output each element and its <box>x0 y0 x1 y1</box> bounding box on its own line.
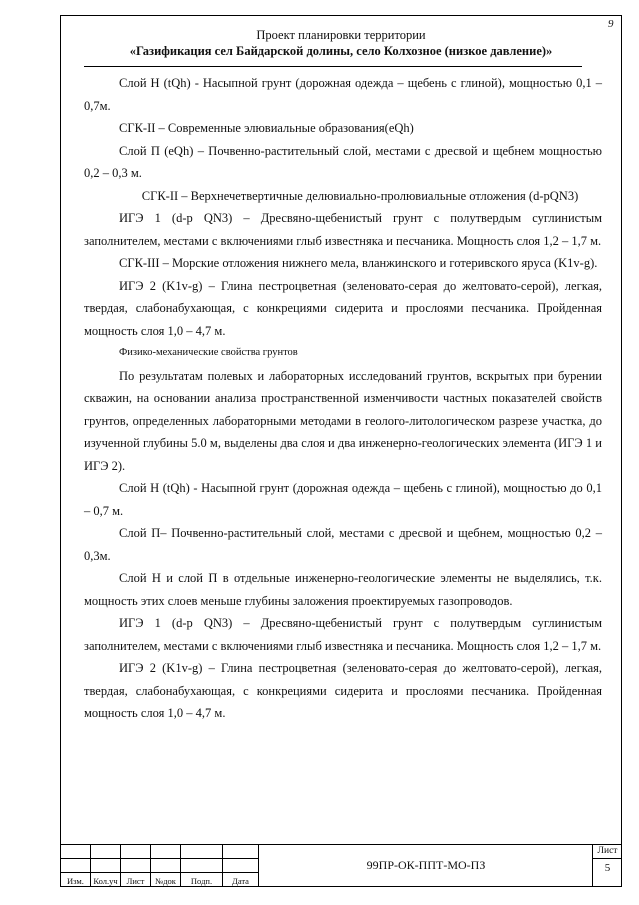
sheet-number: 5 <box>604 862 611 874</box>
document-body <box>84 72 602 725</box>
page-number: 9 <box>608 18 614 30</box>
paragraph-layers-note: Слой Н и слой П в отдельные инженерно-геологические элементы не выделялись, т.к. мощность этих слоев меньше глубины заложения проектируемых газопроводов. <box>84 571 602 608</box>
header-rule <box>84 66 582 67</box>
document-header <box>62 27 620 59</box>
paragraph-ige-1: ИГЭ 1 (d-p QN3) – Дресвяно-щебенистый грунт с полутвердым суглинистым заполнителем, местами с включениями глыб известняка и песчаника. Мощность слоя 1,2 – 1,7 м. <box>84 211 602 248</box>
sheet-label: Лист <box>593 845 622 859</box>
doc-code: 99ПР-ОК-ППТ-МО-ПЗ <box>366 858 486 872</box>
section-heading-properties: Физико-механические свойства грунтов <box>119 347 298 358</box>
paragraph-sgk-ii-eluvial: СГК-II – Современные элювиальные образования(eQh) <box>119 121 414 135</box>
title-block-stamp <box>60 844 622 887</box>
paragraph-layer-p-repeat: Слой П– Почвенно-растительный слой, местами с дресвой и щебнем, мощностью 0,2 – 0,3м. <box>84 526 602 563</box>
paragraph-research-results: По результатам полевых и лабораторных исследований грунтов, вскрытых при бурении скважин, на основании анализа пространственной изменчивости частных показателей свойств грунтов, определенных лабораторными методами в геолого-литологическом разрезе участка, до изученной глубины 5.0 м, выделены два слоя и два инженерно-геологических элемента (ИГЭ 1 и ИГЭ 2). <box>84 368 602 473</box>
stamp-revision-table <box>60 844 259 887</box>
stamp-col-data: Дата <box>223 873 259 887</box>
paragraph-ige-2-repeat: ИГЭ 2 (K1v-g) – Глина пестроцветная (зеленовато-серая до желтовато-серой), легкая, твердая, слабонабухающая, с конкрециями сидерита и прослоями песчаника. Пройденная мощность слоя 1,0 – 4,7 м. <box>84 661 602 720</box>
stamp-sheet-cell <box>592 844 622 887</box>
paragraph-layer-n: Слой Н (tQh) - Насыпной грунт (дорожная одежда – щебень с глиной), мощностью 0,1 – 0,7м. <box>84 76 602 113</box>
paragraph-ige-2: ИГЭ 2 (K1v-g) – Глина пестроцветная (зеленовато-серая до желтовато-серой), легкая, твердая, слабонабухающая, с конкрециями сидерита и прослоями песчаника. Пройденная мощность слоя 1,0 – 4,7 м. <box>84 278 602 338</box>
stamp-col-ndok: №док <box>151 873 181 887</box>
paragraph-sgk-iii: СГК-III – Морские отложения нижнего мела, вланжинского и готеривского яруса (K1v-g). <box>119 256 598 270</box>
paragraph-layer-p: Слой П (eQh) – Почвенно-растительный слой, местами с дресвой и щебнем мощностью 0,2 – 0,3 м. <box>84 143 602 180</box>
header-title: Проект планировки территории <box>256 28 426 42</box>
header-subtitle: «Газификация сел Байдарской долины, село Колхозное (низкое давление)» <box>129 44 553 58</box>
stamp-col-podp: Подп. <box>181 873 223 887</box>
paragraph-sgk-ii-deluvial: СГК-II – Верхнечетвертичные делювиально-пролювиальные отложения (d-pQN3) <box>141 188 579 203</box>
paragraph-ige-1-repeat: ИГЭ 1 (d-p QN3) – Дресвяно-щебенистый грунт с полутвердым суглинистым заполнителем, местами с включениями глыб известняка и песчаника. Мощность слоя 1,2 – 1,7 м. <box>84 616 602 653</box>
paragraph-layer-n-repeat: Слой Н (tQh) - Насыпной грунт (дорожная одежда – щебень с глиной), мощностью до 0,1 – 0,7 м. <box>84 481 602 518</box>
stamp-col-izm: Изм. <box>61 873 91 887</box>
stamp-doc-code-cell <box>258 844 592 887</box>
stamp-col-kol-uch: Кол.уч <box>91 873 121 887</box>
stamp-col-list: Лист <box>121 873 151 887</box>
